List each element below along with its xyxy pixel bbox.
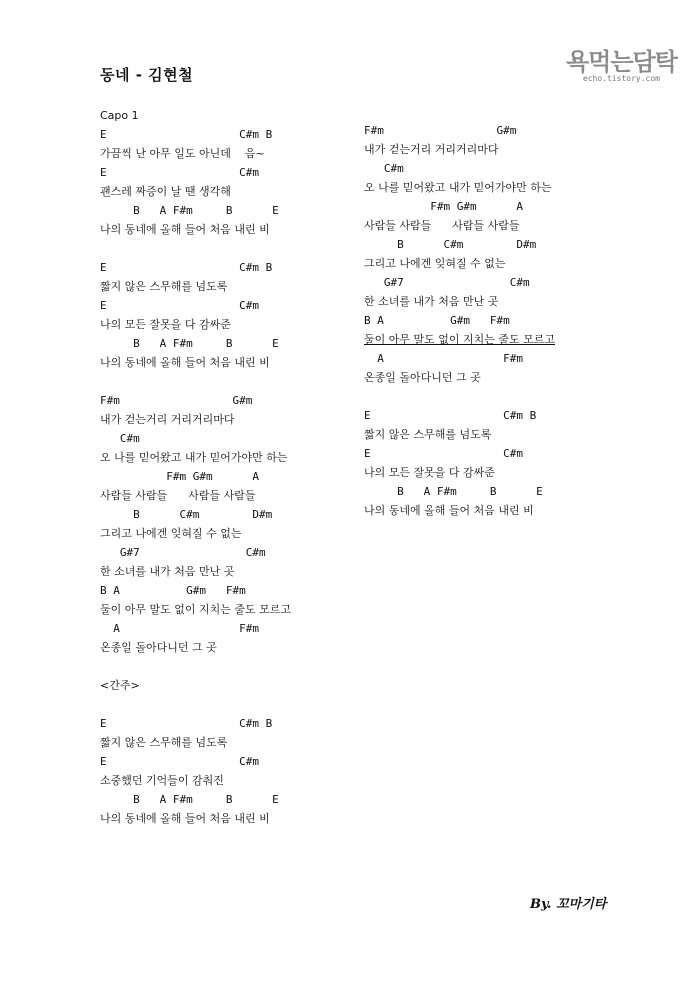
- lyric-line: 나의 동네에 올해 들어 처음 내린 비: [364, 504, 534, 517]
- logo-url: echo.tistory.com: [582, 74, 660, 83]
- chord-line: B C#m D#m: [100, 508, 273, 521]
- lyric-line: 내가 걷는거리 거리거리마다: [100, 413, 235, 426]
- lyric-line: 나의 동네에 올해 들어 처음 내린 비: [100, 356, 270, 369]
- lyric-line: 둘이 아무 말도 없이 지치는 줄도 모르고: [364, 333, 555, 346]
- chord-line: G#7 C#m: [100, 546, 266, 559]
- chord-line: B A G#m F#m: [364, 314, 510, 327]
- right-lyrics-column: [364, 121, 555, 520]
- chord-line: E C#m: [100, 299, 259, 312]
- logo-text: 욕먹는담탁: [566, 48, 677, 76]
- chord-line: F#m G#m: [100, 394, 253, 407]
- blank-line: [100, 657, 291, 676]
- watermark-logo: [566, 48, 677, 83]
- chord-line: B A F#m B E: [100, 337, 279, 350]
- lyric-line: 사람들 사람들 사람들 사람들: [100, 489, 256, 502]
- chord-line: E C#m B: [100, 128, 273, 141]
- lyric-line: 짧지 않은 스무해를 넘도록: [100, 736, 228, 749]
- chord-line: B A G#m F#m: [100, 584, 246, 597]
- chord-line: G#7 C#m: [364, 276, 530, 289]
- lyric-line: <간주>: [100, 679, 140, 692]
- lyric-line: 온종일 돌아다니던 그 곳: [100, 641, 217, 654]
- chord-line: F#m G#m A: [100, 470, 259, 483]
- chord-line: B A F#m B E: [364, 485, 543, 498]
- lyric-line: 나의 동네에 올해 들어 처음 내린 비: [100, 223, 270, 236]
- lyric-line: 그리고 나에겐 잊혀질 수 없는: [100, 527, 242, 540]
- blank-line: [100, 372, 291, 391]
- chord-line: E C#m B: [100, 717, 273, 730]
- blank-line: [100, 695, 291, 714]
- chord-line: E C#m: [100, 755, 259, 768]
- lyric-line: 짧지 않은 스무해를 넘도록: [100, 280, 228, 293]
- lyric-line: 소중했던 기억들이 감춰진: [100, 774, 224, 787]
- chord-line: F#m G#m: [364, 124, 517, 137]
- chord-line: A F#m: [100, 622, 259, 635]
- lyric-line: 나의 모든 잘못을 다 감싸준: [100, 318, 231, 331]
- lyric-line: 나의 모든 잘못을 다 감싸준: [364, 466, 495, 479]
- lyric-line: 괜스레 짜증이 날 땐 생각해: [100, 185, 231, 198]
- blank-line: [100, 239, 291, 258]
- left-lyrics-column: [100, 106, 291, 828]
- lyric-line: Capo 1: [100, 109, 139, 122]
- lyric-line: 그리고 나에겐 잊혀질 수 없는: [364, 257, 506, 270]
- lyric-line: 둘이 아무 말도 없이 지치는 줄도 모르고: [100, 603, 291, 616]
- chord-line: F#m G#m A: [364, 200, 523, 213]
- lyric-line: 짧지 않은 스무해를 넘도록: [364, 428, 492, 441]
- lyric-line: 오 나를 믿어왔고 내가 믿어가야만 하는: [100, 451, 288, 464]
- chord-line: B C#m D#m: [364, 238, 537, 251]
- chord-line: E C#m B: [100, 261, 273, 274]
- chord-line: B A F#m B E: [100, 793, 279, 806]
- lyric-line: 내가 걷는거리 거리거리마다: [364, 143, 499, 156]
- lyric-line: 사람들 사람들 사람들 사람들: [364, 219, 520, 232]
- chord-line: E C#m B: [364, 409, 537, 422]
- song-title: 동네 - 김현철: [100, 66, 194, 84]
- arranger-byline: By. 꼬마기타: [530, 897, 607, 912]
- lyric-line: 나의 동네에 올해 들어 처음 내린 비: [100, 812, 270, 825]
- lyric-line: 오 나를 믿어왔고 내가 믿어가야만 하는: [364, 181, 552, 194]
- lyric-line: 가끔씩 난 아무 일도 아닌데 음~: [100, 147, 265, 160]
- chord-line: E C#m: [100, 166, 259, 179]
- chord-line: B A F#m B E: [100, 204, 279, 217]
- lyric-line: 온종일 돌아다니던 그 곳: [364, 371, 481, 384]
- blank-line: [364, 387, 555, 406]
- chord-line: C#m: [100, 432, 140, 445]
- lyric-line: 한 소녀를 내가 처음 만난 곳: [100, 565, 235, 578]
- chord-line: E C#m: [364, 447, 523, 460]
- lyric-line: 한 소녀를 내가 처음 만난 곳: [364, 295, 499, 308]
- chord-line: C#m: [364, 162, 404, 175]
- chord-line: A F#m: [364, 352, 523, 365]
